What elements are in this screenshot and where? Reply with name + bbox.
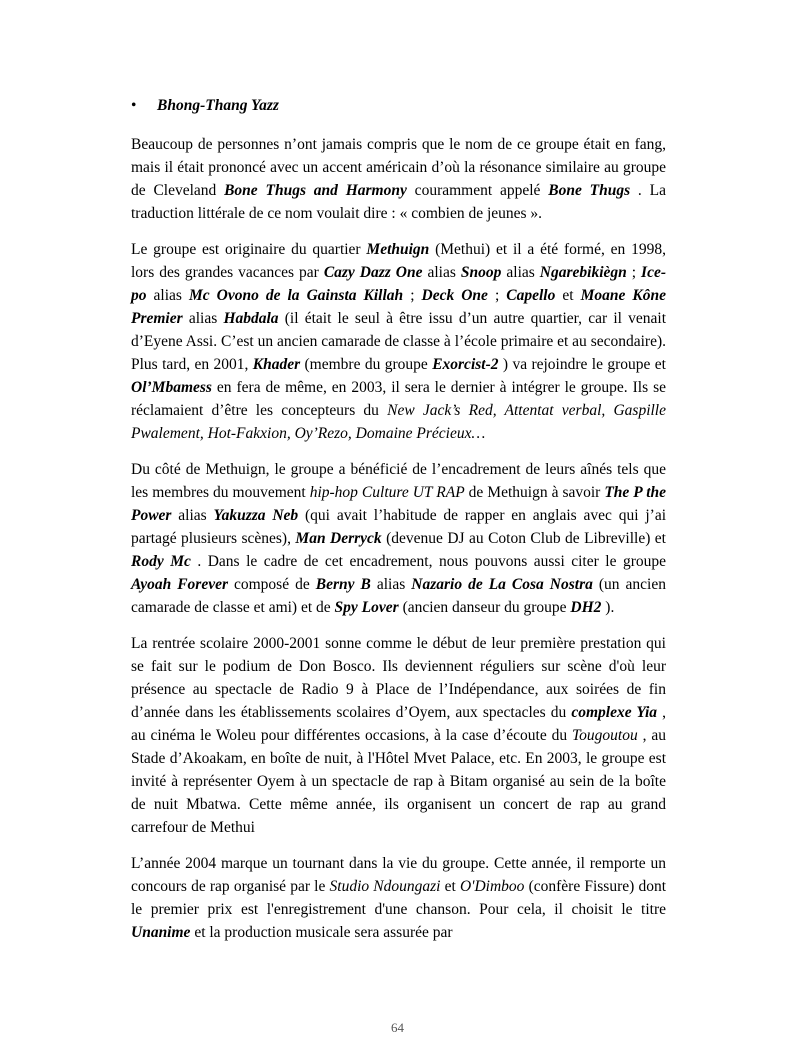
text-run: (Methui) et il a été formé, en 1998, lors des grandes vacances par [131, 241, 666, 281]
text-run: alias [182, 310, 224, 327]
band-name: Bone Thugs and Harmony [224, 182, 407, 199]
artist-name: Yakuzza Neb [213, 507, 299, 524]
text-run: (devenue DJ au Coton Club de Libreville) et [381, 530, 666, 547]
text-run: (il était le seul à être issu d’un autre quartier, car il venait d’Eyene Assi. C’est un ancien camarade de classe à l’école primaire et au secondaire). Plus tard, en 2001, [131, 310, 666, 373]
text-run: (membre du groupe [300, 356, 433, 373]
text-run: (confère Fissure) dont le premier prix est l'enregistrement d'une chanson. Pour cela, il choisit le titre [131, 878, 667, 918]
text-run: alias [501, 264, 540, 281]
paragraph-2 [131, 238, 666, 445]
band-name: Bone Thugs [548, 182, 631, 199]
member-name: Ol’Mbamess [131, 379, 212, 396]
text-run: (qui avait l’habitude de rapper en anglais avec qui j’ai partagé plusieurs scènes), [131, 507, 667, 547]
place-name: Methuign [366, 241, 430, 258]
artist-name: Berny B [315, 576, 371, 593]
member-name: Moane Kône Premier [131, 287, 666, 327]
text-run: , au Stade d’Akoakam, en boîte de nuit, à l'Hôtel Mvet Palace, etc. En 2003, le groupe est invité à représenter Oyem à un spectacle de rap à Bitam organisé au sein de la boîte de nuit Mbatwa. Cette même année, ils organisent un concert de rap au grand carrefour de Methui [131, 727, 666, 836]
text-run: Le groupe est originaire du quartier [131, 241, 367, 258]
text-run: Beaucoup de personnes n’ont jamais compris que le nom de ce groupe était en fang, mais il était prononcé avec un accent américain d’où la résonance similaire au groupe de Cleveland [131, 136, 666, 199]
page-number: 64 [391, 1020, 404, 1035]
text-run: couramment appelé [406, 182, 549, 199]
text-run: alias [422, 264, 461, 281]
paragraph-3 [131, 458, 666, 619]
venue-name: complexe Yia [571, 704, 658, 721]
text-run: (un ancien camarade de classe et ami) et de [131, 576, 666, 616]
text-run: Du côté de Methuign, le groupe a bénéficié de l’encadrement de leurs aînés tels que les membres du mouvement [131, 461, 666, 501]
text-run: et [440, 878, 460, 895]
paragraph-5 [131, 852, 666, 944]
text-run: (ancien danseur du groupe [398, 599, 571, 616]
text-run: ) va rejoindre le groupe et [498, 356, 666, 373]
artist-name: Rody Mc [131, 553, 191, 570]
band-name: Exorcist-2 [432, 356, 499, 373]
text-run: ; [626, 264, 642, 281]
studio-name: O'Dimboo [459, 878, 525, 895]
paragraph-4 [131, 632, 666, 839]
text-run: alias [370, 576, 412, 593]
song-title: Unanime [131, 924, 191, 941]
member-name: Habdala [223, 310, 279, 327]
artist-name: Spy Lover [334, 599, 399, 616]
text-run: ; [403, 287, 422, 304]
band-name: Ayoah Forever [131, 576, 228, 593]
section-title: Bhong-Thang Yazz [157, 97, 279, 114]
text-run: alias [146, 287, 189, 304]
text-run: ). [601, 599, 615, 616]
text-run: en fera de même, en 2003, il sera le dernier à intégrer le groupe. Ils se réclamaient d’être les concepteurs du [131, 379, 666, 419]
studio-name: Studio Ndoungazi [329, 878, 441, 895]
text-run: , au cinéma le Woleu pour différentes occasions, à la case d’écoute du [131, 704, 666, 744]
text-run: et [555, 287, 581, 304]
member-name: Capello [506, 287, 556, 304]
movement-name: hip-hop Culture UT RAP [309, 484, 465, 501]
member-name: Khader [252, 356, 301, 373]
artist-name: Nazario de La Cosa Nostra [411, 576, 593, 593]
page-content [131, 94, 666, 957]
member-name: Deck One [421, 287, 488, 304]
text-run: . La traduction littérale de ce nom voulait dire : « combien de jeunes ». [131, 182, 666, 222]
text-run: alias [171, 507, 214, 524]
member-name: Snoop [460, 264, 502, 281]
member-name: Ice-po [131, 264, 666, 304]
artist-name: The P the Power [131, 484, 667, 524]
text-run: . Dans le cadre de cet encadrement, nous pouvons aussi citer le groupe [190, 553, 666, 570]
text-run: de Methuign à savoir [464, 484, 605, 501]
text-run: et la production musicale sera assurée par [190, 924, 453, 941]
text-run: L’année 2004 marque un tournant dans la vie du groupe. Cette année, il remporte un concours de rap organisé par le [131, 855, 666, 895]
member-name: Cazy Dazz One [323, 264, 423, 281]
song-titles: New Jack’s Red, Attentat verbal, Gaspille Pwalement, Hot-Fakxion, Oy’Rezo, Domaine Précieux… [131, 402, 666, 442]
text-run: La rentrée scolaire 2000-2001 sonne comme le début de leur première prestation qui se fait sur le podium de Don Bosco. Ils deviennent réguliers sur scène d'où leur présence au spectacle de Radio 9 à Place de l’Indépendance, aux soirées de fin d’année dans les établissements scolaires d’Oyem, aux spectacles du [131, 635, 666, 721]
member-name: Mc Ovono de la Gainsta Killah [188, 287, 404, 304]
text-run: ; [487, 287, 507, 304]
venue-name: Tougoutou [571, 727, 638, 744]
bullet-icon: • [131, 97, 137, 114]
member-name: Ngarebikiègn [539, 264, 627, 281]
text-run: composé de [227, 576, 316, 593]
band-name: DH2 [570, 599, 602, 616]
artist-name: Man Derryck [295, 530, 382, 547]
section-heading [131, 94, 666, 117]
paragraph-1 [131, 133, 666, 225]
